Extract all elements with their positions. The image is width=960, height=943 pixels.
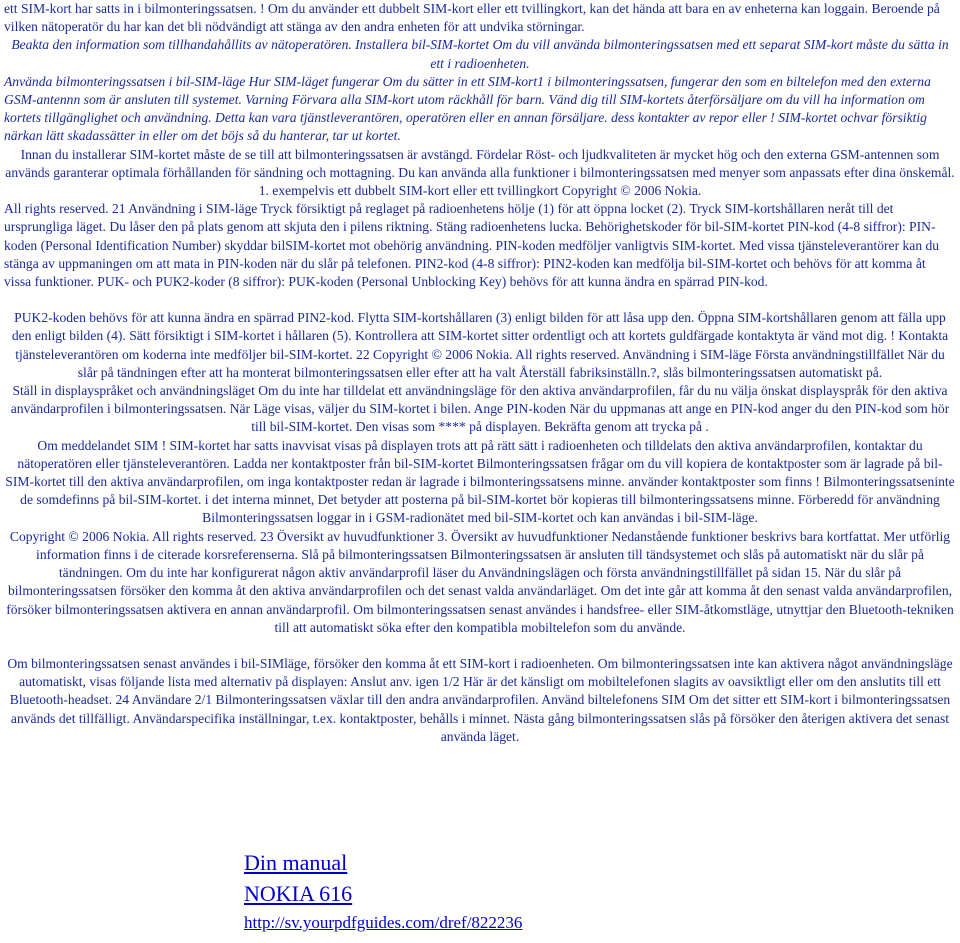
paragraph-6: PUK2-koden behövs för att kunna ändra en spärrad PIN2-kod. Flytta SIM-kortshållaren (3) enligt bilden för att låsa upp den. Öppna SIM-kortshållaren genom att fälla upp den enligt bilden (4). Sätt försiktigt i SIM-kortet i hållaren (5). Kontrollera att SIM-kortet sitter ordentligt och att kortets guldfärgade kontaktyta är vänd mot dig. ! Kontakta tjänsteleverantören om koderna inte medföljer bil-SIM-kortet. 22 Copyright © 2006 Nokia. All rights reserved. Användning i SIM-läge Första användningstillfället När du slår på tändningen efter att ha monterat bilmonteringssatsen eller efter att ha valt Återställ fabriksinställn.?, slås bilmonteringssatsen automatiskt på. — [11, 310, 949, 380]
paragraph-8: Om meddelandet SIM ! SIM-kortet har satts inavvisat visas på displayen trots att på rätt sätt i radioenheten och tilldelats den aktiva användarprofilen, kontaktar du nätoperatören eller tjänsteleverantören. Ladda ner kontaktposter från bil-SIM-kortet Bilmonteringssatsen frågar om du vill kopiera de kontaktposter som är lagrade på bil-SIM-kortet till den aktiva användarprofilen, om inga kontaktposter redan är lagrade i bilmonteringssatsens minne. använder kontaktposter som finns ! Bilmonteringssatseninte de somdefinns på bil-SIM-kortet. i det interna minnet, Det betyder att posterna på bil-SIM-kortet bör kopieras till bilmonteringssatsens minne. Förberedd för användning Bilmonteringssatsen loggar in i GSM-radionätet med bil-SIM-kortet och kan användas i bil-SIM-läge. — [5, 437, 955, 526]
paragraph-2: Beakta den information som tillhandahållits av nätoperatören. Installera bil-SIM-kortet Om du vill använda bilmonteringssatsen med ett separat SIM-kort måste du sätta in ett i radioenheten. — [11, 37, 949, 71]
paragraph-gap — [4, 637, 956, 655]
paragraph-10: Om bilmonteringssatsen senast användes i bil-SIMläge, försöker den komma åt ett SIM-kort i radioenheten. Om bilmonteringssatsen inte kan aktivera något användningsläge automatiskt, visas följande lista med alternativ på displayen: Anslut anv. igen 1/2 Här är det känsligt om mobiltelefonen slagits av oavsiktligt eller om den anslutits till ett Bluetooth-headset. 24 Användare 2/1 Bilmonteringssatsen växlar till den andra användarprofilen. Använd biltelefonens SIM Om det sitter ett SIM-kort i bilmonteringssatsen används det tillfälligt. Användarspecifika inställningar, t.ex. kontaktposter, behålls i minnet. Nästa gång bilmonteringssatsen slås på försöker den återigen aktivera det senast använda läget. — [7, 655, 953, 744]
product-link[interactable]: NOKIA 616 — [244, 881, 353, 906]
footer-links — [244, 848, 522, 936]
paragraph-3: Använda bilmonteringssatsen i bil-SIM-läge Hur SIM-läget fungerar Om du sätter in ett SIM-kort1 i bilmonteringssatsen, fungerar den som en biltelefon med den externa GSM-antennn som är ansluten till systemet. Varning Förvara alla SIM-kort utom räckhåll för barn. Vänd dig till SIM-kortets återförsäljare om du vill ha information om kortets tillgänglighet och användning. Detta kan vara tjänstleverantören, operatören eller en annan försäljare. dess kontakter av repor eller ! SIM-kortet ochvar försiktig närkan lätt skadassätter in eller om det böjs så du hanterar, tar ut kortet. — [4, 73, 931, 144]
paragraph-gap — [4, 291, 956, 309]
paragraph-5: All rights reserved. 21 Användning i SIM-läge Tryck försiktigt på reglaget på radioenhetens hölje (1) för att öppna locket (2). Tryck SIM-kortshållaren neråt till det ursprungliga läget. Du låser den på plats genom att skjuta den i pilens riktning. Stäng radioenhetens lucka. Behörighetskoder för bil-SIM-kortet PIN-kod (4-8 siffror): PIN-koden (Personal Identification Number) skyddar bilSIM-kortet mot obehörig användning. PIN-koden medföljer vanligtvis SIM-kortet. Med vissa tjänsteleverantörer kan du stänga av uppmaningen om att mata in PIN-koden när du slår på telefonen. PIN2-kod (4-8 siffror): PIN2-koden kan medfölja bil-SIM-kortet och behövs för att komma åt vissa funktioner. PUK- och PUK2-koder (8 siffror): PUK-koden (Personal Unblocking Key) behövs för att kunna ändra en spärrad PIN-kod. — [4, 201, 940, 290]
paragraph-1: ett SIM-kort har satts in i bilmonteringssatsen. ! Om du använder ett dubbelt SIM-kort eller ett tvillingkort, kan det hända att bara en av enheterna kan loggain. Beroende på vilken nätoperatör du har kan det bli nödvändigt att stänga av den andra enheten för att undvika störningar. — [4, 1, 940, 35]
paragraph-9: Copyright © 2006 Nokia. All rights reserved. 23 Översikt av huvudfunktioner 3. Översikt av huvudfunktioner Nedanstående funktioner beskrivs bara kortfattat. Mer utförlig information finns i de citerade korsreferenserna. Slå på bilmonteringssatsen Bilmonteringssatsen är ansluten till tändsystemet och slås på automatiskt när du slår på tändningen. Om du inte har konfigurerat någon aktiv användarprofil läser du Användningslägen och första användningstillfället på sidan 15. När du slår på bilmonteringssatsen försöker den komma åt den aktiva användarprofilen och det senast valda användarläget. Om det inte går att komma åt den senast valda användarprofilen, försöker bilmonteringssatsen aktivera en annan användarprofil. Om bilmonteringssatsen senast användes i handsfree- eller SIM-åtkomstläge, utnyttjar den Bluetooth-tekniken till att automatiskt söka efter den kompatibla mobiltelefon som du använde. — [6, 528, 954, 635]
paragraph-4: Innan du installerar SIM-kortet måste de se till att bilmonteringssatsen är avstängd. Fördelar Röst- och ljudkvaliteten är mycket hög och den externa GSM-antennen som används garanterar optimala förhållanden för sändning och mottagning. Du kan använda alla funktioner i bilmonteringssatsen med menyer som anpassats efter dina önskemål. 1. exempelvis ett dubbelt SIM-kort eller ett tvillingkort Copyright © 2006 Nokia. — [5, 146, 955, 199]
manual-link[interactable]: Din manual — [244, 850, 348, 875]
url-link[interactable]: http://sv.yourpdfguides.com/dref/822236 — [244, 913, 523, 932]
paragraph-7: Ställ in displayspråket och användningsläget Om du inte har tilldelat ett användningsläge för den aktiva användarprofilen, får du nu välja önskat displayspråk för den aktiva användarprofilen i bilmonteringssatsen. När Läge visas, väljer du SIM-kortet i bilen. Ange PIN-koden När du uppmanas att ange en PIN-kod anger du den PIN-kod som hör till bil-SIM-kortet. Den visas som **** på displayen. Bekräfta genom att trycka på . — [10, 383, 950, 435]
